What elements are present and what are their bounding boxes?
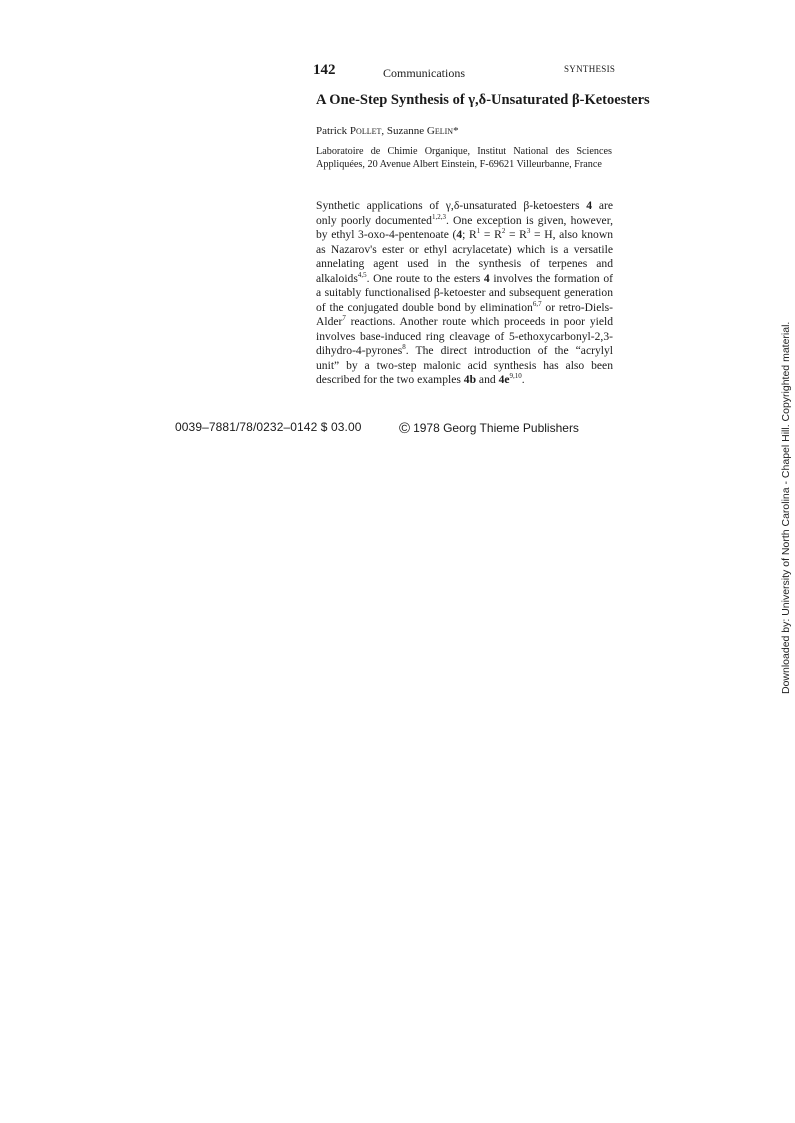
citation: 4,5 <box>357 270 367 279</box>
author-separator: , <box>381 125 385 137</box>
substituent-index: 2 <box>501 227 506 236</box>
text-run: ; R <box>462 228 477 241</box>
text-run: = R <box>480 228 502 241</box>
text-run: . One route to the esters <box>366 271 484 285</box>
compound-ref: 4b <box>463 373 477 386</box>
text-run: Synthetic applications of γ,δ-unsaturated β-ketoesters <box>316 199 587 212</box>
compound-ref: 4 <box>456 228 463 241</box>
substituent-index: 1 <box>476 227 481 236</box>
text-run: = H, also known as Nazarov's ester or ethyl acrylacetate) which is a versatile annelating agent used in the synthesis of terpenes and alkaloids <box>316 228 613 285</box>
compound-ref: 4 <box>483 271 490 285</box>
text-run: . One exception is given, however, by ethyl 3-oxo-4-pentenoate ( <box>316 213 613 241</box>
compound-ref: 4e <box>498 373 510 386</box>
author-family-name: Pollet <box>349 125 382 137</box>
affiliation: Laboratoire de Chimie Organique, Institut National des Sciences Appliquées, 20 Avenue Albert Einstein, F-69621 Villeurbanne, France <box>316 146 612 170</box>
watermark-text: Downloaded by: University of North Carolina - Chapel Hill. Copyrighted material. <box>780 321 792 694</box>
citation: 6,7 <box>532 299 542 308</box>
author-family-name: Gelin <box>426 125 454 137</box>
section-label: Communications <box>383 66 465 80</box>
author-given-name: Suzanne <box>386 125 425 137</box>
corresponding-marker: * <box>453 125 459 137</box>
text-run: involves the formation of a suitably functionalised β-ketoester and subsequent generation of the conjugated double bond by elimination <box>316 271 614 314</box>
text-run: and <box>476 373 499 386</box>
copyright-text: 1978 Georg Thieme Publishers <box>413 421 579 435</box>
authors <box>316 125 459 137</box>
copyright-icon: © <box>399 420 411 437</box>
body-paragraph <box>316 199 613 388</box>
text-run: are only poorly documented <box>316 199 613 227</box>
citation: 7 <box>342 314 346 323</box>
article-title: A One-Step Synthesis of γ,δ-Unsaturated β-Ketoesters <box>316 92 650 108</box>
compound-ref: 4 <box>586 199 593 212</box>
text-run: . The direct introduction of the “acrylyl unit” by a two-step malonic acid synthesis has also been described for the two examples <box>316 344 613 386</box>
article-code: 0039–7881/78/0232–0142 $ 03.00 <box>175 420 362 434</box>
text-run: reactions. Another route which proceeds in poor yield involves base-induced ring cleavage of 5-ethoxycarbonyl-2,3-dihydro-4-pyrones <box>316 315 613 357</box>
copyright <box>399 420 579 437</box>
citation: 9,10 <box>509 372 522 381</box>
citation: 1,2,3 <box>431 212 446 221</box>
citation: 8 <box>402 343 406 352</box>
text-run: or retro-Diels-Alder <box>316 300 613 328</box>
page-number: 142 <box>313 62 336 78</box>
author-given-name: Patrick <box>316 125 348 137</box>
text-run: = R <box>505 228 527 241</box>
substituent-index: 3 <box>526 227 531 236</box>
journal-name: SYNTHESIS <box>564 64 616 74</box>
text-run: . <box>521 373 525 386</box>
